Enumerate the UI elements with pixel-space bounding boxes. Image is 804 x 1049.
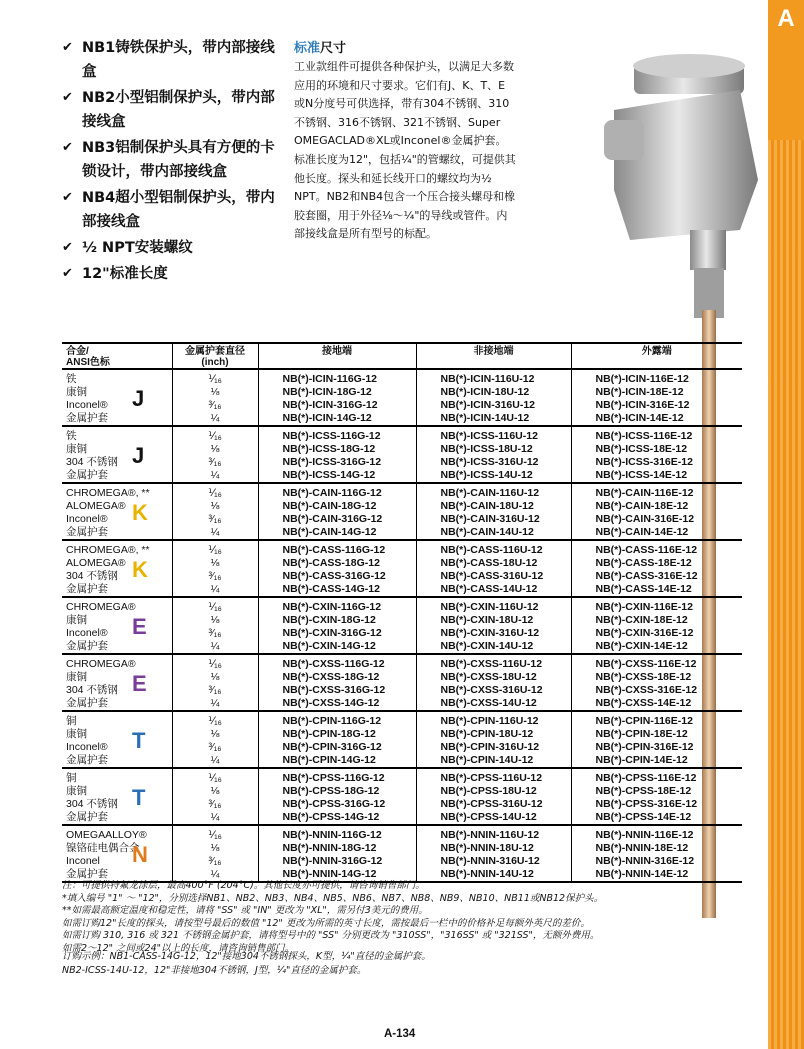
cell-line: NB(*)-NNIN-14E-12 [595,868,689,880]
standard-title: 标准尺寸 [294,41,347,56]
cell-line: ³⁄₁₆ [208,513,222,525]
tab-stripes [768,140,804,1049]
cell-line: NB(*)-CPIN-116G-12 [282,715,382,727]
cell-line: ³⁄₁₆ [208,627,222,639]
diameter-cell [172,825,258,882]
footnotes [62,880,722,955]
exposed-cell [571,540,742,597]
table-row [62,483,742,540]
ungrounded-cell [416,483,571,540]
cell-line: NB(*)-ICIN-14E-12 [595,412,684,424]
cell-line: ALOMEGA® [66,557,126,569]
cell-line: NB(*)-CPSS-116U-12 [440,772,543,784]
cell-line: CHROMEGA® [66,601,136,613]
cell-line: NB(*)-CPIN-316U-12 [440,741,540,753]
cell-line: 金属护套 [66,697,108,709]
cell-line: NB(*)-CPSS-116E-12 [595,772,697,784]
cell-line: NB(*)-CXSS-116U-12 [440,658,543,670]
table-row [62,768,742,825]
cell-line: 金属护套 [66,754,108,766]
exposed-cell [571,711,742,768]
cell-line: NB(*)-ICSS-14E-12 [595,469,688,481]
cell-line: 金属护套 [66,640,108,652]
cell-line: NB(*)-ICSS-316U-12 [440,456,539,468]
ungrounded-cell [416,426,571,483]
footnote: **如需最高额定温度和稳定性，请将 "SS" 或 "IN" 更改为 "XL"，需另付3美元的费用。 [62,905,428,916]
cell-line: NB(*)-ICSS-316G-12 [282,456,382,468]
feature-item: ✔ NB1铸铁保护头，带内部接线盒 [62,36,282,84]
check-icon: ✔ [62,190,73,205]
diameter-cell [172,768,258,825]
grounded-cell [258,768,416,825]
cell-line: ⅟₁₆ [208,715,222,727]
col-header-ungrounded: 非接地端 [416,343,571,369]
cell-line: NB(*)-NNIN-116U-12 [440,829,540,841]
cell-line: NB(*)-ICSS-18G-12 [282,443,376,455]
cell-line: ⅛ [210,728,220,740]
cell-line: NB(*)-CAIN-316U-12 [440,513,540,525]
cell-line: NB(*)-CXSS-18U-12 [440,671,537,683]
cell-line: NB(*)-CAIN-116G-12 [282,487,382,499]
table-row [62,711,742,768]
cell-line: 金属护套 [66,412,108,424]
table-row [62,426,742,483]
cell-line: 铁 [66,373,77,385]
cell-line: NB(*)-CAIN-116E-12 [595,487,694,499]
cell-line: NB(*)-CXIN-116G-12 [282,601,382,613]
ungrounded-cell [416,597,571,654]
cell-line: 304 不锈钢 [66,456,118,468]
footnote: 如需订购 310, 316 或 321 不锈钢金属护套，请将型号中的 "SS" 分别更改为 "310SS"，"316SS" 或 "321SS"，无额外费用。 [62,930,600,941]
cell-line: NB(*)-CPSS-316U-12 [440,798,543,810]
cell-line: NB(*)-ICIN-116U-12 [440,373,535,385]
cell-line: NB(*)-CPIN-18U-12 [440,728,534,740]
cell-line: NB(*)-ICIN-116G-12 [282,373,378,385]
ansi-code: E [132,614,147,639]
cell-line: NB(*)-CPSS-18U-12 [440,785,537,797]
cell-line: NB(*)-CASS-18E-12 [595,557,692,569]
cell-line: NB(*)-CASS-116G-12 [282,544,386,556]
feature-item: ✔ NB2小型铝制保护头，带内部接线盒 [62,86,282,134]
feature-list [62,36,282,288]
cell-line: NB(*)-CXSS-14U-12 [440,697,537,709]
cell-line: NB(*)-CPSS-18G-12 [282,785,380,797]
exposed-cell [571,483,742,540]
cell-line: Inconel® [66,741,108,753]
cell-line: NB(*)-ICIN-14U-12 [440,412,530,424]
cell-line: NB(*)-CPIN-116U-12 [440,715,539,727]
cell-line: NB(*)-CASS-14E-12 [595,583,692,595]
alloy-cell [62,825,172,882]
cell-line: ¼ [210,640,220,652]
feature-item: ✔ NB4超小型铝制保护头，带内部接线盒 [62,186,282,234]
cell-line: 康铜 [66,443,87,455]
cell-line: 铜 [66,715,77,727]
cell-line: ⅟₁₆ [208,829,222,841]
ansi-code: T [132,728,146,753]
ansi-code: J [132,386,145,411]
cell-line: ⅟₁₆ [208,487,222,499]
cell-line: ⅟₁₆ [208,373,222,385]
grounded-cell [258,654,416,711]
ansi-code: N [132,842,148,867]
cell-line: NB(*)-CXIN-316E-12 [595,627,694,639]
exposed-cell [571,825,742,882]
cell-line: NB(*)-CASS-14G-12 [282,583,380,595]
grounded-cell [258,369,416,426]
cell-line: NB(*)-CPSS-18E-12 [595,785,692,797]
cell-line: ¼ [210,583,220,595]
cell-line: NB(*)-CAIN-18U-12 [440,500,534,512]
cell-line: NB(*)-CAIN-316G-12 [282,513,383,525]
cell-line: NB(*)-ICSS-116G-12 [282,430,381,442]
cell-line: ⅛ [210,614,220,626]
table-row [62,540,742,597]
cell-line: ¼ [210,868,220,880]
cell-line: ¼ [210,811,220,823]
cell-line: NB(*)-ICSS-18U-12 [440,443,533,455]
cell-line: 康铜 [66,785,87,797]
cell-line: ⅟₁₆ [208,544,222,556]
ungrounded-cell [416,711,571,768]
exposed-cell [571,369,742,426]
cell-line: NB(*)-ICSS-14U-12 [440,469,533,481]
cell-line: ¼ [210,526,220,538]
alloy-cell [62,768,172,825]
cell-line: NB(*)-CPIN-116E-12 [595,715,693,727]
cell-line: NB(*)-CXSS-316G-12 [282,684,386,696]
alloy-cell [62,711,172,768]
cell-line: NB(*)-ICSS-116U-12 [440,430,538,442]
cell-line: ³⁄₁₆ [208,798,222,810]
check-icon: ✔ [62,140,73,155]
cell-line: NB(*)-CAIN-14G-12 [282,526,377,538]
cell-line: ⅟₁₆ [208,658,222,670]
cell-line: NB(*)-CASS-316G-12 [282,570,386,582]
ansi-code: K [132,500,148,525]
exposed-cell [571,426,742,483]
footnote: 注：可提供特氟龙涂层，最高400°F (204°C)。其他长度亦可提供，请咨询销售部门。 [62,880,425,891]
ansi-code: K [132,557,148,582]
table-row [62,369,742,426]
cell-line: NB(*)-CXIN-116U-12 [440,601,539,613]
section-tab-letter: A [777,5,795,32]
feature-item: ✔ NB3铝制保护头具有方便的卡锁设计，带内部接线盒 [62,136,282,184]
cell-line: Inconel® [66,627,108,639]
grounded-cell [258,483,416,540]
cell-line: ⅛ [210,671,220,683]
cell-line: 镍铬硅电偶合金 [66,842,140,854]
cell-line: NB(*)-CXIN-14G-12 [282,640,376,652]
cell-line: ⅟₁₆ [208,772,222,784]
cell-line: Inconel® [66,399,108,411]
cell-line: ⅛ [210,386,220,398]
cell-line: 康铜 [66,671,87,683]
grounded-cell [258,825,416,882]
cell-line: NB(*)-CAIN-116U-12 [440,487,540,499]
col-header-diameter: 金属护套直径 (inch) [172,343,258,369]
cell-line: NB(*)-CXIN-116E-12 [595,601,693,613]
cell-line: NB(*)-CAIN-14E-12 [595,526,689,538]
diameter-cell [172,483,258,540]
cell-line: NB(*)-CPSS-316E-12 [595,798,698,810]
ansi-code: T [132,785,146,810]
cell-line: NB(*)-CASS-116U-12 [440,544,543,556]
cell-line: ⅛ [210,785,220,797]
alloy-cell [62,654,172,711]
cell-line: NB(*)-CAIN-14U-12 [440,526,534,538]
diameter-cell [172,540,258,597]
cell-line: CHROMEGA®, ** [66,544,150,556]
cell-line: 康铜 [66,614,87,626]
alloy-cell [62,597,172,654]
cell-line: ¼ [210,412,220,424]
grounded-cell [258,711,416,768]
cell-line: CHROMEGA® [66,658,136,670]
cell-line: NB(*)-ICIN-14G-12 [282,412,372,424]
cell-line: NB(*)-NNIN-18G-12 [282,842,377,854]
cell-line: ¼ [210,754,220,766]
ungrounded-cell [416,825,571,882]
section-tab-strip [768,0,804,1049]
page-number: A-134 [384,1028,416,1040]
diameter-cell [172,597,258,654]
cell-line: 304 不锈钢 [66,570,118,582]
cell-line: NB(*)-CAIN-316E-12 [595,513,695,525]
col-header-grounded: 接地端 [258,343,416,369]
alloy-cell [62,369,172,426]
cell-line: ³⁄₁₆ [208,855,222,867]
cell-line: NB(*)-CXSS-116G-12 [282,658,385,670]
cell-line: 铁 [66,430,77,442]
alloy-cell [62,540,172,597]
cell-line: NB(*)-CASS-316U-12 [440,570,544,582]
check-icon: ✔ [62,90,73,105]
order-example: 订购示例：NB1-CASS-14G-12，12"接地304不锈钢探头，K型，¼"直径的金属护套。 [62,951,431,962]
cell-line: ³⁄₁₆ [208,399,222,411]
feature-item: ✔ 12"标准长度 [62,262,282,286]
col-header-alloy: 合金/ ANSI色标 [62,343,172,369]
cell-line: CHROMEGA®, ** [66,487,150,499]
cell-line: NB(*)-CXIN-18U-12 [440,614,534,626]
grounded-cell [258,597,416,654]
ungrounded-cell [416,540,571,597]
cell-line: NB(*)-ICSS-316E-12 [595,456,693,468]
cell-line: NB(*)-CPSS-116G-12 [282,772,385,784]
cell-line: NB(*)-NNIN-316U-12 [440,855,540,867]
table-row [62,654,742,711]
cell-line: ³⁄₁₆ [208,570,222,582]
diameter-cell [172,654,258,711]
cell-line: NB(*)-CAIN-18E-12 [595,500,689,512]
cell-line: NB(*)-ICIN-18G-12 [282,386,372,398]
cell-line: ⅟₁₆ [208,601,222,613]
cell-line: OMEGAALLOY® [66,829,147,841]
cell-line: 铜 [66,772,77,784]
cell-line: ⅛ [210,557,220,569]
cell-line: NB(*)-NNIN-18E-12 [595,842,689,854]
cell-line: NB(*)-ICIN-116E-12 [595,373,689,385]
ungrounded-cell [416,768,571,825]
cell-line: NB(*)-CXIN-316U-12 [440,627,540,639]
feature-item: ✔ ½ NPT安装螺纹 [62,236,282,260]
cell-line: NB(*)-CXIN-18E-12 [595,614,688,626]
col-header-exposed: 外露端 [641,346,672,357]
exposed-cell [571,654,742,711]
cell-line: NB(*)-CXSS-116E-12 [595,658,697,670]
cell-line: NB(*)-CPIN-18E-12 [595,728,688,740]
cell-line: NB(*)-ICSS-116E-12 [595,430,693,442]
cell-line: NB(*)-CPIN-316G-12 [282,741,382,753]
table-header-row [62,343,742,369]
cell-line: 金属护套 [66,526,108,538]
cell-line: 金属护套 [66,811,108,823]
cell-line: NB(*)-CXIN-14E-12 [595,640,688,652]
cell-line: NB(*)-CXSS-14G-12 [282,697,380,709]
footnote: 如需订购12"长度的探头，请按型号最后的数值 "12" 更改为所需的英寸长度，需按最后一栏中的价格补足每额外英尺的差价。 [62,917,590,929]
cell-line: NB(*)-CPSS-14G-12 [282,811,380,823]
cell-line: ¼ [210,697,220,709]
cell-line: Inconel® [66,513,108,525]
order-example: NB2-ICSS-14U-12，12"非接地304不锈钢，J型，¼"直径的金属护套。 [62,964,367,976]
diameter-cell [172,426,258,483]
ungrounded-cell [416,369,571,426]
cell-line: NB(*)-CASS-18U-12 [440,557,538,569]
footnote: 如需2～12" 之间或24"以上的长度，请咨询销售部门。 [62,942,294,954]
cell-line: NB(*)-NNIN-116G-12 [282,829,382,841]
cell-line: NB(*)-ICIN-316G-12 [282,399,378,411]
cell-line: NB(*)-CPIN-14E-12 [595,754,688,766]
cell-line: NB(*)-NNIN-14G-12 [282,868,377,880]
cell-line: 304 不锈钢 [66,798,118,810]
cell-line: NB(*)-CXSS-14E-12 [595,697,692,709]
cell-line: NB(*)-CXIN-316G-12 [282,627,382,639]
cell-line: NB(*)-NNIN-116E-12 [595,829,694,841]
cell-line: NB(*)-CXSS-18G-12 [282,671,380,683]
ansi-code: J [132,443,145,468]
cell-line: ³⁄₁₆ [208,456,222,468]
table-row [62,597,742,654]
footnote: *填入编号 "1" ～ "12"，分别选择NB1、NB2、NB3、NB4、NB5、NB6、NB7、NB8、NB9、NB10、NB11或NB12保护头。 [62,892,604,904]
cell-line: ³⁄₁₆ [208,684,222,696]
cell-line: ⅟₁₆ [208,430,222,442]
cell-line: NB(*)-CPSS-316G-12 [282,798,386,810]
cell-line: NB(*)-ICIN-316E-12 [595,399,690,411]
alloy-cell [62,426,172,483]
grounded-cell [258,540,416,597]
exposed-cell [571,597,742,654]
cell-line: NB(*)-NNIN-316G-12 [282,855,383,867]
cell-line: NB(*)-CASS-14U-12 [440,583,538,595]
order-examples [62,950,722,977]
model-table [62,342,742,883]
cell-line: NB(*)-CASS-116E-12 [595,544,698,556]
cell-line: ³⁄₁₆ [208,741,222,753]
cell-line: NB(*)-ICIN-18E-12 [595,386,684,398]
alloy-cell [62,483,172,540]
cell-line: NB(*)-CPSS-14E-12 [595,811,692,823]
diameter-cell [172,711,258,768]
cell-line: NB(*)-CXIN-14U-12 [440,640,534,652]
cell-line: NB(*)-NNIN-14U-12 [440,868,534,880]
ungrounded-cell [416,654,571,711]
cell-line: ¼ [210,469,220,481]
check-icon: ✔ [62,240,73,255]
exposed-cell [571,768,742,825]
cell-line: 金属护套 [66,868,108,880]
standard-description: 工业款组件可提供各种保护头，以满足大多数应用的环境和尺寸要求。它们有J、K、T、E或N分度号可供选择，带有304不锈钢、310不锈钢、316不锈钢、321不锈钢、Super OMEGACLAD®XL或Inconel®金属护套。标准长度为12"，包括¼"的管螺纹，可提供其他长度。探头和延长线开口的螺纹均为½ NPT。NB2和NB4包含一个压合接头螺母和橡胶套圈，用于外径⅛～¼"的导线或管件。内部接线盒是所有型号的标配。 [294,60,516,241]
cell-line: NB(*)-CPIN-14U-12 [440,754,534,766]
cell-line: Inconel [66,855,100,867]
cell-line: 金属护套 [66,583,108,595]
cell-line: 康铜 [66,386,87,398]
cell-line: NB(*)-ICIN-316U-12 [440,399,536,411]
cell-line: NB(*)-CXSS-316U-12 [440,684,543,696]
cell-line: ⅛ [210,443,220,455]
cell-line: NB(*)-CXSS-316E-12 [595,684,698,696]
cell-line: NB(*)-ICIN-18U-12 [440,386,530,398]
cell-line: NB(*)-CPIN-316E-12 [595,741,694,753]
cell-line: NB(*)-CPSS-14U-12 [440,811,537,823]
cell-line: 304 不锈钢 [66,684,118,696]
cell-line: NB(*)-ICSS-14G-12 [282,469,376,481]
cell-line: NB(*)-NNIN-316E-12 [595,855,695,867]
cell-line: NB(*)-NNIN-18U-12 [440,842,534,854]
cell-line: NB(*)-CPIN-18G-12 [282,728,376,740]
cell-line: 康铜 [66,728,87,740]
check-icon: ✔ [62,40,73,55]
cell-line: NB(*)-CPIN-14G-12 [282,754,376,766]
diameter-cell [172,369,258,426]
cell-line: NB(*)-CASS-18G-12 [282,557,380,569]
cell-line: NB(*)-CXSS-18E-12 [595,671,692,683]
cell-line: ⅛ [210,842,220,854]
grounded-cell [258,426,416,483]
cell-line: NB(*)-CXIN-18G-12 [282,614,376,626]
cell-line: NB(*)-ICSS-18E-12 [595,443,688,455]
table-row [62,825,742,882]
check-icon: ✔ [62,266,73,281]
cell-line: NB(*)-CASS-316E-12 [595,570,698,582]
cell-line: ALOMEGA® [66,500,126,512]
cell-line: ⅛ [210,500,220,512]
cell-line: NB(*)-CAIN-18G-12 [282,500,377,512]
ansi-code: E [132,671,147,696]
cell-line: 金属护套 [66,469,108,481]
